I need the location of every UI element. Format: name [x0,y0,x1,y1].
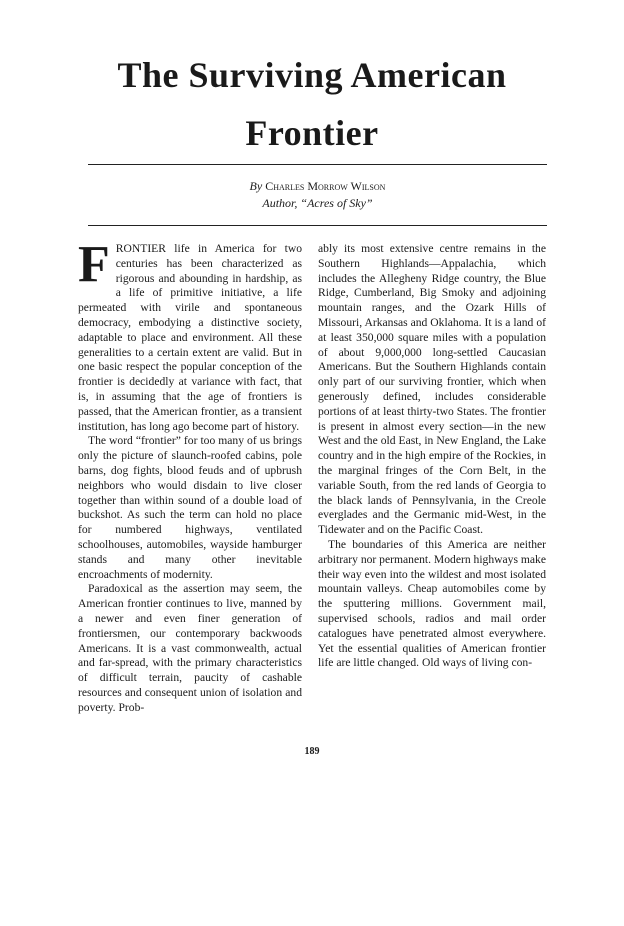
paragraph-1 [78,236,302,434]
paragraph-5: The boundaries of this America are neither arbitrary nor permanent. Modern highways make their way even into the wildest and most isolated mountain valleys. Cheap automobiles come by the sputtering millions. Government mail, supervised schools, radios and mail order catalogues have penetrated almost everywhere. Yet the essential qualities of American frontier life are little changed. Old ways of living con- [318,537,546,670]
byline [88,178,547,194]
article-title-line-2: Frontier [245,113,379,153]
drop-cap: F [78,236,110,293]
title-divider [88,164,547,165]
page-number: 189 [304,746,320,757]
byline-divider [88,225,547,226]
right-column [318,242,546,671]
paragraph-3: Paradoxical as the assertion may seem, the American frontier continues to live, manned by a newer and even finer generation of frontiersmen, our contemporary backwoods Americans. It is a vast commonwealth, actual and far-spread, with the primary characteristics of difficult terrain, paucity of cashable resources and consequent union of isolation and poverty. Prob- [78,582,302,714]
article-title-line-1: The Surviving American [117,55,507,95]
paragraph-4: ably its most extensive centre remains in the Southern Highlands—Appalachia, which includes the Allegheny Ridge country, the Blue Ridge, Cumberland, Big Smoky and adjoining mountain ranges, and the Ozark Hills of Missouri, Arkansas and Oklahoma. It is a land of at least 350,000 square miles with a population of about 9,000,000 long-settled Caucasian Americans. But the Southern Highlands contain only part of our surviving frontier, which when generously defined, includes considerable portions of at least thirty-two States. The frontier is present in almost every section—in the new West and the old East, in New England, the Lake country and in the high empire of the Rockies, in the marginal fringes of the Corn Belt, in the variable South, from the red lands of Georgia to the black lands of Pennsylvania, in the Creole everglades and the Germanic mid-West, in the Tidewater and on the Pacific Coast. [318,242,546,537]
paragraph-2: The word “frontier” for too many of us brings only the picture of slaunch-roofed cabins, pole barns, dog fights, blood feuds and of upbrush neighbors who would disdain to live closer together than within sound of a double load of buckshot. As such the term can hold no place for numbered highways, ventilated schoolhouses, automobiles, wayside hamburger stands and many other inevitable encroachments of modernity. [78,434,302,581]
left-column [78,236,302,716]
author-note: Author, “Acres of Sky” [262,196,373,210]
paragraph-1-text: RONTIER life in America for two centuries has been characterized as rigorous and abounding in hardship, as a life of primitive initiative, a life permeated with virile and spontaneous democracy, embodying a distinctive society, adaptable to place and environment. All these generalities to a certain extent are valid. But in one basic respect the popular conception of the frontier is decidedly at variance with fact, that is, in assuming that the age of frontiers is passed, that the American frontier, as a transient institution, has long ago become part of history. [78,242,302,433]
byline-by: By [249,179,263,193]
author-name: Charles Morrow Wilson [265,179,386,193]
